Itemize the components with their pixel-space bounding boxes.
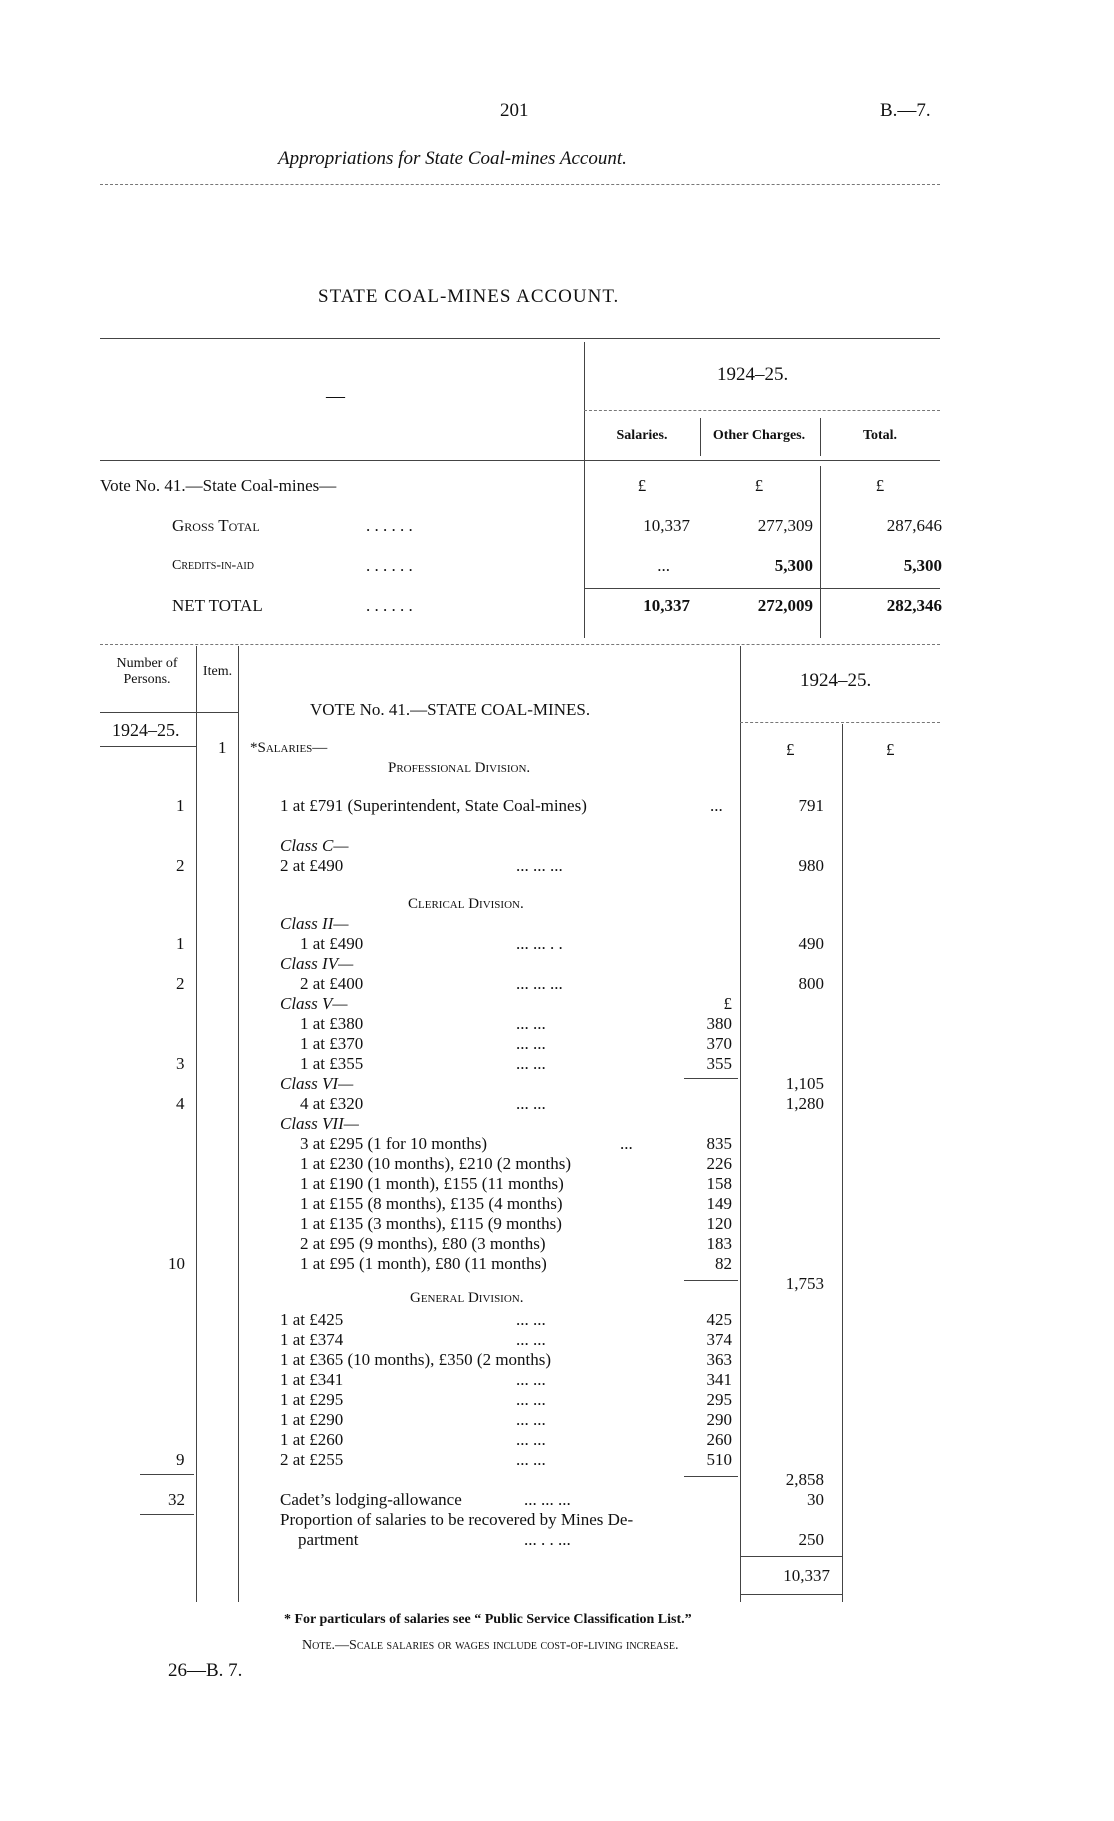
line-text: 1 at £370 (300, 1034, 364, 1053)
row-total: 287,646 (886, 516, 942, 535)
clerical-division: Clerical Division. (408, 896, 524, 912)
line-text: Class C— (280, 836, 349, 855)
header-rule (100, 184, 940, 185)
subtotal-cell: 1,105 (785, 1074, 824, 1093)
col-salaries: Salaries. (616, 428, 668, 443)
amount-cell: 183 (706, 1234, 732, 1253)
amount-cell: 226 (706, 1154, 732, 1173)
line-dots: ... ... (516, 1390, 546, 1409)
line-dots: ... ... (516, 1370, 546, 1389)
line-text: 1 at £155 (8 months), £135 (4 months) (300, 1194, 563, 1213)
line-text: 1 at £791 (Superintendent, State Coal-mines) (280, 796, 587, 815)
line-text: 3 at £295 (1 for 10 months) (300, 1134, 487, 1153)
row-salaries: 10,337 (643, 596, 690, 615)
detail-year-right: 1924–25. (800, 670, 872, 691)
amount-cell: 425 (706, 1310, 732, 1329)
row-other: 5,300 (774, 556, 813, 575)
line-text: 2 at £400 (300, 974, 364, 993)
line-text: 1 at £190 (1 month), £155 (11 months) (300, 1174, 564, 1193)
col-total: Total. (862, 428, 898, 443)
detail-year-left: 1924–25. (112, 720, 180, 740)
line-text: 1 at £380 (300, 1014, 364, 1033)
cadet-amount: 30 (807, 1490, 824, 1509)
line-text: 1 at £135 (3 months), £115 (9 months) (300, 1214, 562, 1233)
amount-cell: 290 (706, 1410, 732, 1429)
amount-cell: 363 (706, 1350, 732, 1369)
line-text: 1 at £95 (1 month), £80 (11 months) (300, 1254, 547, 1273)
total-persons: 32 (168, 1490, 185, 1509)
vote-title: VOTE No. 41.—STATE COAL-MINES. (310, 700, 591, 719)
line-text: 1 at £290 (280, 1410, 344, 1429)
footnote: * For particulars of salaries see “ Public Service Classification List.” (284, 1612, 692, 1627)
pound-col2: £ (886, 740, 895, 759)
col-item: Item. (202, 664, 233, 679)
page-subtitle: Appropriations for State Coal-mines Account. (278, 148, 627, 169)
amount-cell: 380 (706, 1014, 732, 1033)
line-dots: ... ... ... (516, 856, 563, 875)
currency-salaries: £ (637, 476, 647, 495)
amount-cell: 149 (706, 1194, 732, 1213)
line-dots: ... ... (516, 1014, 546, 1033)
line-dots: ... ... (516, 1054, 546, 1073)
line-text: 1 at £425 (280, 1310, 344, 1329)
row-total: 282,346 (886, 596, 942, 615)
note: Note.—Scale salaries or wages include cost-of-living increase. (302, 1638, 679, 1653)
proportion-text-2: partment (298, 1530, 359, 1549)
item-number: 1 (218, 738, 227, 757)
amount-cell: 158 (706, 1174, 732, 1193)
amount-cell: 295 (706, 1390, 732, 1409)
line-dots: ... ... (516, 1034, 546, 1053)
currency-total: £ (875, 476, 885, 495)
line-text: 2 at £95 (9 months), £80 (3 months) (300, 1234, 546, 1253)
proportion-dots: ... . . ... (524, 1530, 571, 1549)
persons-cell: 2 (176, 856, 185, 875)
subtotal-cell: 980 (798, 856, 824, 875)
line-text: 1 at £490 (300, 934, 364, 953)
line-text: 1 at £260 (280, 1430, 344, 1449)
line-text: 4 at £320 (300, 1094, 364, 1113)
line-text: 1 at £365 (10 months), £350 (2 months) (280, 1350, 552, 1369)
line-text: 2 at £490 (280, 856, 344, 875)
persons-cell: 2 (176, 974, 185, 993)
line-dots: ... ... (516, 1450, 546, 1469)
cadet-dots: ... ... ... (524, 1490, 571, 1509)
row-dots: . . . . . . (366, 516, 413, 535)
line-text: 1 at £341 (280, 1370, 344, 1389)
line-text: 1 at £355 (300, 1054, 364, 1073)
subtotal-cell: 800 (798, 974, 824, 993)
line-dots: ... (710, 796, 723, 815)
col-persons: Number of Persons. (116, 656, 178, 687)
salaries-heading: *Salaries— (250, 740, 328, 756)
row-total: 5,300 (903, 556, 942, 575)
amount-cell: 355 (706, 1054, 732, 1073)
page-title: STATE COAL-MINES ACCOUNT. (318, 286, 620, 307)
row-other: 272,009 (757, 596, 813, 615)
proportion-amount: 250 (798, 1530, 824, 1549)
footer-reference: 26—B. 7. (168, 1660, 243, 1681)
line-text: 1 at £295 (280, 1390, 344, 1409)
persons-cell: 1 (176, 796, 185, 815)
line-text: 1 at £230 (10 months), £210 (2 months) (300, 1154, 572, 1173)
amount-cell: £ (723, 994, 732, 1013)
persons-cell: 9 (176, 1450, 185, 1469)
persons-cell: 10 (168, 1254, 185, 1273)
persons-cell: 4 (176, 1094, 185, 1113)
stub-dash: — (326, 386, 345, 407)
subtotal-cell: 490 (798, 934, 824, 953)
amount-cell: 82 (715, 1254, 732, 1273)
line-dots: ... ... (516, 1410, 546, 1429)
row-label: Gross Total (172, 516, 260, 535)
amount-cell: 374 (706, 1330, 732, 1349)
row-label: NET TOTAL (172, 596, 263, 615)
row-other: 277,309 (757, 516, 813, 535)
document-reference: B.—7. (880, 100, 931, 121)
grand-total: 10,337 (783, 1566, 830, 1585)
persons-cell: 1 (176, 934, 185, 953)
line-text: 1 at £374 (280, 1330, 344, 1349)
amount-cell: 370 (706, 1034, 732, 1053)
line-text: Class VI— (280, 1074, 354, 1093)
vote-label: Vote No. 41.—State Coal-mines— (100, 476, 337, 495)
amount-cell: 260 (706, 1430, 732, 1449)
line-dots: ... ... (516, 1094, 546, 1113)
summary-year: 1924–25. (717, 364, 789, 385)
amount-cell: 120 (706, 1214, 732, 1233)
row-dots: . . . . . . (366, 556, 413, 575)
line-dots: ... ... (516, 1330, 546, 1349)
subtotal-cell: 1,280 (785, 1094, 824, 1113)
line-dots: ... ... (516, 1310, 546, 1329)
line-dots: ... ... . . (516, 934, 563, 953)
line-text: Class IV— (280, 954, 354, 973)
amount-cell: 341 (706, 1370, 732, 1389)
line-text: Class VII— (280, 1114, 359, 1133)
page-number: 201 (500, 100, 529, 121)
row-salaries: 10,337 (643, 516, 690, 535)
row-label: Credits-in-aid (172, 558, 254, 573)
amount-cell: 510 (706, 1450, 732, 1469)
class7-subtotal: 1,753 (785, 1274, 824, 1293)
subtotal-cell: 791 (798, 796, 824, 815)
general-division: General Division. (410, 1290, 524, 1306)
line-text: 2 at £255 (280, 1450, 344, 1469)
cadet-text: Cadet’s lodging-allowance (280, 1490, 462, 1509)
line-dots: ... (620, 1134, 633, 1153)
col-other-charges: Other Charges. (712, 428, 806, 443)
amount-cell: 835 (706, 1134, 732, 1153)
currency-other: £ (754, 476, 764, 495)
line-dots: ... ... ... (516, 974, 563, 993)
general-subtotal: 2,858 (785, 1470, 824, 1489)
row-dots: . . . . . . (366, 596, 413, 615)
proportion-text: Proportion of salaries to be recovered by Mines De- (280, 1510, 634, 1529)
pound-col1: £ (786, 740, 795, 759)
line-dots: ... ... (516, 1430, 546, 1449)
line-text: Class V— (280, 994, 348, 1013)
line-text: Class II— (280, 914, 349, 933)
professional-division: Professional Division. (388, 760, 531, 776)
persons-cell: 3 (176, 1054, 185, 1073)
row-salaries: ... (657, 556, 670, 575)
